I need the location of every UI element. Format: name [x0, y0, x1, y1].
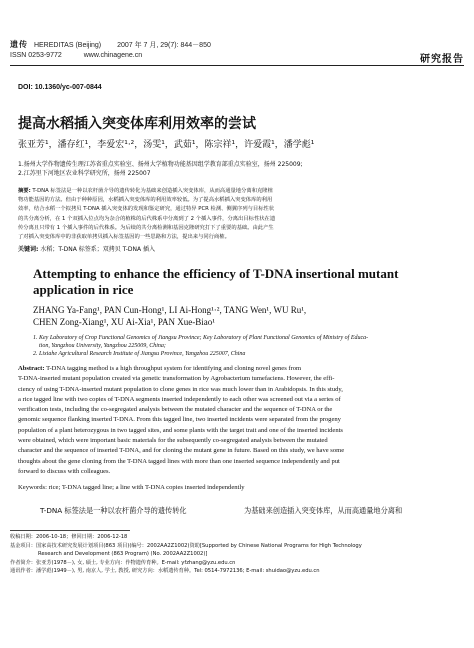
- cn-keywords-text: 水稻；T-DNA 标签系；双拷贝 T-DNA 插入: [40, 246, 156, 253]
- en-keywords: Keywords: rice; T-DNA tagged line; a line with T-DNA copies inserted independently: [18, 484, 245, 491]
- en-abstract-line: population of a plant heterozygous in two tagged sites, and some plants with the target trait and one of the inserted incidents: [18, 426, 343, 434]
- en-affiliations: [33, 334, 463, 358]
- cn-abstract-line: 了对插入突变体库中的非获取单拷贝插入标签基因的一些思路和方法，提出来与同行商榷。: [18, 234, 230, 241]
- footnote-funding: 基金项目：国家高技术研究发展计划项目(863 项目)(编号：2002AA2Z1002)资助[Supported by Chinese National Programs for High Technology: [10, 542, 362, 549]
- en-title-line: application in rice: [33, 282, 134, 297]
- en-affiliation-line: 2. Lixiahe Agricultural Research Institute of Jiangsu Province, Yangzhou 225007, China: [33, 351, 246, 357]
- footnote-funding-cont: Research and Development (863 Program) (No. 2002AA2Z1002)]: [38, 551, 208, 557]
- en-title-line: Attempting to enhance the efficiency of T-DNA insertional mutant: [33, 266, 399, 281]
- footnote-received: 收稿日期：2006-10-18；修回日期：2006-12-18: [10, 534, 128, 540]
- en-abstract-line: T-DNA-inserted mutant population created via genetic transformation by Agrobacterium tumefaciens. However, the effi-: [18, 375, 335, 383]
- footnotes: [10, 533, 450, 576]
- header-rule: [10, 65, 464, 66]
- en-title: [33, 266, 463, 298]
- en-abstract: [18, 364, 453, 477]
- cn-abstract-line: T-DNA 标签法是一种以农杆菌介导的遗传转化为基础来创造插入突变体库，从而高通量地分离和克隆植: [32, 188, 273, 194]
- en-abstract-line: ciency of using T-DNA-inserted mutant population to clone genes in rice was much lower than in Arabidopsis. In this study,: [18, 385, 343, 393]
- cn-abstract-line: 物功能基因的方法。但由于种种原因，水稻插入突变体库的利用效率较低。为了提高水稻插入突变体库的利用: [18, 197, 273, 204]
- en-abstract-line: forward to discuss with colleagues.: [18, 467, 111, 475]
- en-abstract-line: verification tests, including the co-segregated analysis between the mutated character and the sequence of T-DNA or the: [18, 406, 333, 414]
- en-affiliation-line: tion, Yangzhou University, Yangzhou 225009, China;: [39, 343, 166, 349]
- cn-abstract: [18, 187, 451, 242]
- journal-header-line-2: [10, 51, 142, 60]
- footnote-corresponding: 通讯作者：潘学彪(1949－), 男, 南京人, 学士, 教授, 研究方向：水稻遗传育种。Tel: 0514-7972136; E-mail: shuidao@yzu.edu.cn: [10, 568, 320, 574]
- journal-header-line-1: [10, 40, 211, 50]
- cn-affiliations: [18, 160, 303, 178]
- journal-issue: 2007 年 7 月, 29(7): 844－850: [117, 42, 211, 49]
- en-authors: [33, 304, 463, 328]
- en-abstract-line: were obtained, which were important basic materials for the subsequently co-segregated analysis between the mutated: [18, 437, 328, 445]
- en-abstract-line: character and the sequence of inserted T-DNA, and for cloning the mutant gene in future. Based on this study, we have some: [18, 447, 345, 455]
- cn-abstract-label: 摘要:: [18, 188, 31, 194]
- footnote-rule: [10, 530, 130, 531]
- footnote-author: 作者简介：张亚芳(1978－), 女, 硕士, 专业方向：作物遗传育种。E-mail: yfzhang@yzu.edu.cn: [10, 559, 236, 566]
- intro-left-column: T-DNA 标签法是一种以农杆菌介导的遗传转化: [40, 506, 187, 515]
- cn-abstract-line: 效率，结合水稻一个拟拷贝 T-DNA 插入突变体的发现和鉴定研究，通过特异 PCR 检测、侧翼序列与目标性状: [18, 206, 275, 213]
- en-abstract-line: genomic sequence flanking inserted T-DNA. From this tagged line, two inserted incidents were separated from the progeny: [18, 416, 341, 424]
- journal-website: www.chinagene.cn: [83, 52, 143, 59]
- issn: ISSN 0253-9772: [10, 52, 62, 59]
- cn-affiliation-1: 1.扬州大学作物遗传生理江苏省重点实验室、扬州大学植物功能基因组学教育部重点实验室，扬州 225009;: [18, 161, 303, 168]
- intro-right-column: 为基础来创造插入突变体库，从而高通量地分离和: [244, 506, 403, 515]
- section-label: 研究报告: [420, 54, 464, 65]
- journal-name: HEREDITAS (Beijing): [33, 42, 102, 49]
- journal-logo: 遗传: [10, 39, 28, 49]
- en-abstract-label: Abstract:: [18, 365, 45, 372]
- cn-keywords-label: 关键词:: [18, 246, 39, 253]
- cn-abstract-line: 的共分离分析，在 1 个双插入位点均为杂合的植株的后代株系中分离到了 2 个插入事件，分离出目标性状在遗: [18, 215, 276, 222]
- en-abstract-line: thoughts about the gene cloning from the T-DNA tagged lines with more than one inserted sequence independently and put: [18, 457, 340, 465]
- cn-keywords: [18, 245, 155, 254]
- en-authors-line: ZHANG Ya-Fang¹, PAN Cun-Hong¹, LI Ai-Hong¹·², TANG Wen¹, WU Ru¹,: [33, 305, 307, 315]
- en-affiliation-line: 1. Key Laboratory of Crop Functional Genomics of Jiangsu Province; Key Laboratory of Plant Functional Genomics of Ministry of Educa-: [33, 335, 369, 341]
- en-abstract-line: T-DNA tagging method is a high throughput system for identifying and cloning novel genes from: [46, 365, 302, 372]
- cn-abstract-line: 传分离且只带有 1 个插入事件的后代株系。为后续的共分离检测和基因克隆研究打下了重要的基础。由此产生: [18, 224, 274, 231]
- cn-affiliation-2: 2.江苏里下河地区农业科学研究所，扬州 225007: [18, 170, 151, 177]
- cn-title: 提高水稻插入突变体库利用效率的尝试: [18, 116, 256, 132]
- en-authors-line: CHEN Zong-Xiang¹, XU Ai-Xia¹, PAN Xue-Biao¹: [33, 317, 215, 327]
- doi: DOI: 10.1360/yc-007-0844: [18, 84, 102, 91]
- en-abstract-line: a rice tagged line with two copies of T-DNA segments inserted independently to each other was screened out via a series of: [18, 395, 341, 403]
- cn-authors: 张亚芳¹，潘存红¹，李爱宏¹·²，汤雯¹，武茹¹，陈宗祥¹，许爱霞¹，潘学彪¹: [18, 140, 315, 150]
